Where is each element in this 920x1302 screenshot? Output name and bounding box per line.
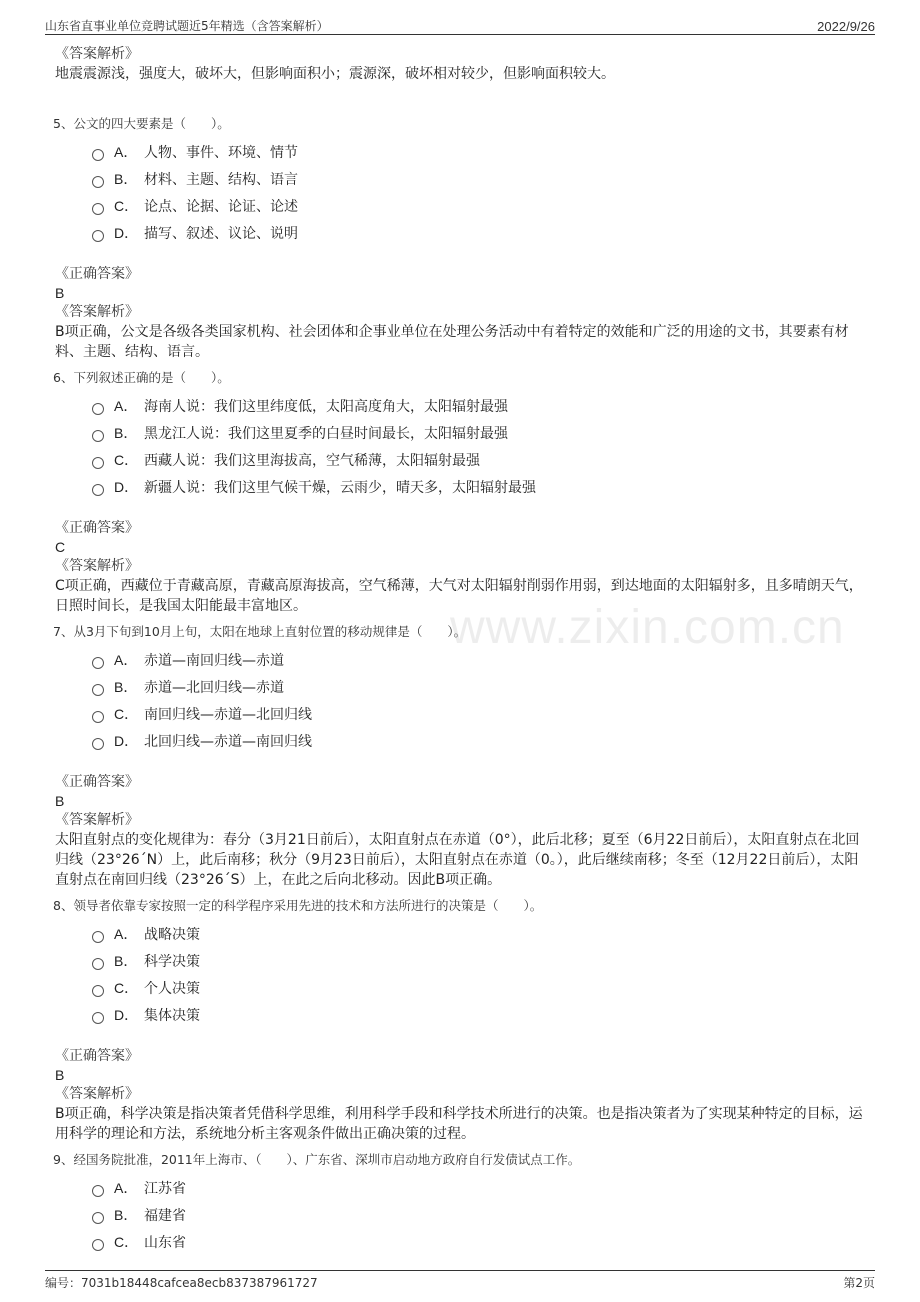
option-a[interactable]: A． 战略决策 (92, 920, 870, 947)
option-list (92, 1174, 870, 1255)
answer-value: B (55, 1067, 65, 1083)
option-c[interactable]: C． 论点、论据、论证、论述 (92, 192, 870, 219)
radio-icon[interactable] (92, 1012, 104, 1024)
radio-icon[interactable] (92, 958, 104, 970)
option-a[interactable]: A． 海南人说：我们这里纬度低，太阳高度角大，太阳辐射最强 (92, 392, 870, 419)
radio-icon[interactable] (92, 1239, 104, 1251)
radio-icon[interactable] (92, 203, 104, 215)
radio-icon[interactable] (92, 176, 104, 188)
analysis-label: 《答案解析》 (55, 46, 139, 62)
analysis-text: 地震震源浅，强度大，破坏大，但影响面积小；震源深，破坏相对较少，但影响面积较大。 (55, 66, 615, 82)
option-c[interactable]: C． 山东省 (92, 1228, 870, 1255)
radio-icon[interactable] (92, 403, 104, 415)
analysis-text: B项正确，科学决策是指决策者凭借科学思维，利用科学手段和科学技术所进行的决策。也是指决策者为了实现某种特定的目标，运用科学的理论和方法，系统地分析主客观条件做出正确决策的过程。 (55, 1106, 863, 1142)
document-body (55, 44, 870, 1255)
radio-icon[interactable] (92, 1212, 104, 1224)
radio-icon[interactable] (92, 430, 104, 442)
document-code: 编号：7031b18448cafcea8ecb837387961727 (45, 1276, 318, 1290)
radio-icon[interactable] (92, 985, 104, 997)
answer-label: 《正确答案》 (55, 774, 139, 790)
option-list (92, 920, 870, 1028)
analysis-text: B项正确，公文是各级各类国家机构、社会团体和企事业单位在处理公务活动中有着特定的效能和广泛的用途的文书，其要素有材料、主题、结构、语言。 (55, 324, 849, 360)
answer-value: C (55, 539, 66, 555)
option-c[interactable]: C． 南回归线—赤道—北回归线 (92, 700, 870, 727)
answer-label: 《正确答案》 (55, 266, 139, 282)
analysis-label: 《答案解析》 (55, 304, 139, 320)
radio-icon[interactable] (92, 711, 104, 723)
answer-label: 《正确答案》 (55, 520, 139, 536)
answer-label: 《正确答案》 (55, 1048, 139, 1064)
watermark: www.zixin.com.cn (450, 601, 845, 654)
option-list (92, 646, 870, 754)
question-stem: 7、从3月下旬到10月上旬，太阳在地球上直射位置的移动规律是（ ）。 (53, 624, 467, 639)
option-b[interactable]: B． 黑龙江人说：我们这里夏季的白昼时间最长，太阳辐射最强 (92, 419, 870, 446)
question-block (55, 896, 870, 1144)
radio-icon[interactable] (92, 230, 104, 242)
option-d[interactable]: D． 集体决策 (92, 1001, 870, 1028)
radio-icon[interactable] (92, 149, 104, 161)
page-footer (45, 1270, 875, 1291)
question-block (55, 368, 870, 616)
option-list (92, 138, 870, 246)
option-d[interactable]: D． 描写、叙述、议论、说明 (92, 219, 870, 246)
answer-value: B (55, 793, 65, 809)
option-a[interactable]: A． 人物、事件、环境、情节 (92, 138, 870, 165)
question-block (55, 622, 870, 890)
option-b[interactable]: B． 科学决策 (92, 947, 870, 974)
document-title: 山东省直事业单位竞聘试题近5年精选（含答案解析） (45, 19, 329, 33)
question-stem: 5、公文的四大要素是（ ）。 (53, 116, 230, 131)
option-d[interactable]: D． 北回归线—赤道—南回归线 (92, 727, 870, 754)
radio-icon[interactable] (92, 738, 104, 750)
option-a[interactable]: A． 江苏省 (92, 1174, 870, 1201)
question-stem: 8、领导者依靠专家按照一定的科学程序采用先进的技术和方法所进行的决策是（ ）。 (53, 898, 543, 913)
page-header (45, 12, 875, 35)
document-date: 2022/9/26 (817, 19, 875, 34)
analysis-label: 《答案解析》 (55, 558, 139, 574)
question-stem: 9、经国务院批准，2011年上海市、（ ）、广东省、深圳市启动地方政府自行发债试点工作。 (53, 1152, 581, 1167)
analysis-text: 太阳直射点的变化规律为：春分（3月21日前后），太阳直射点在赤道（0°），此后北移；夏至（6月22日前后），太阳直射点在北回归线（23°26ˊN）上，此后南移；秋分（9月23日前后），太阳直射点在赤道（0。），此后继续南移；冬至（12月22日前后），太阳直射点在南回归线（23°26ˊS）上，在此之后向北移动。因此B项正确。 (55, 832, 860, 888)
radio-icon[interactable] (92, 931, 104, 943)
option-c[interactable]: C． 西藏人说：我们这里海拔高，空气稀薄，太阳辐射最强 (92, 446, 870, 473)
radio-icon[interactable] (92, 1185, 104, 1197)
option-c[interactable]: C． 个人决策 (92, 974, 870, 1001)
option-b[interactable]: B． 赤道—北回归线—赤道 (92, 673, 870, 700)
analysis-text: C项正确，西藏位于青藏高原，青藏高原海拔高，空气稀薄，大气对太阳辐射削弱作用弱，到达地面的太阳辐射多，且多晴朗天气，日照时间长，是我国太阳能最丰富地区。 (55, 578, 863, 614)
option-b[interactable]: B． 材料、主题、结构、语言 (92, 165, 870, 192)
option-d[interactable]: D． 新疆人说：我们这里气候干燥，云雨少，晴天多，太阳辐射最强 (92, 473, 870, 500)
radio-icon[interactable] (92, 457, 104, 469)
radio-icon[interactable] (92, 484, 104, 496)
question-block (55, 1150, 870, 1255)
radio-icon[interactable] (92, 657, 104, 669)
answer-value: B (55, 285, 65, 301)
option-b[interactable]: B． 福建省 (92, 1201, 870, 1228)
analysis-label: 《答案解析》 (55, 1086, 139, 1102)
question-block (55, 114, 870, 362)
option-a[interactable]: A． 赤道—南回归线—赤道 (92, 646, 870, 673)
page-number: 第2页 (843, 1276, 875, 1290)
radio-icon[interactable] (92, 684, 104, 696)
analysis-label: 《答案解析》 (55, 812, 139, 828)
option-list (92, 392, 870, 500)
question-stem: 6、下列叙述正确的是（ ）。 (53, 370, 230, 385)
